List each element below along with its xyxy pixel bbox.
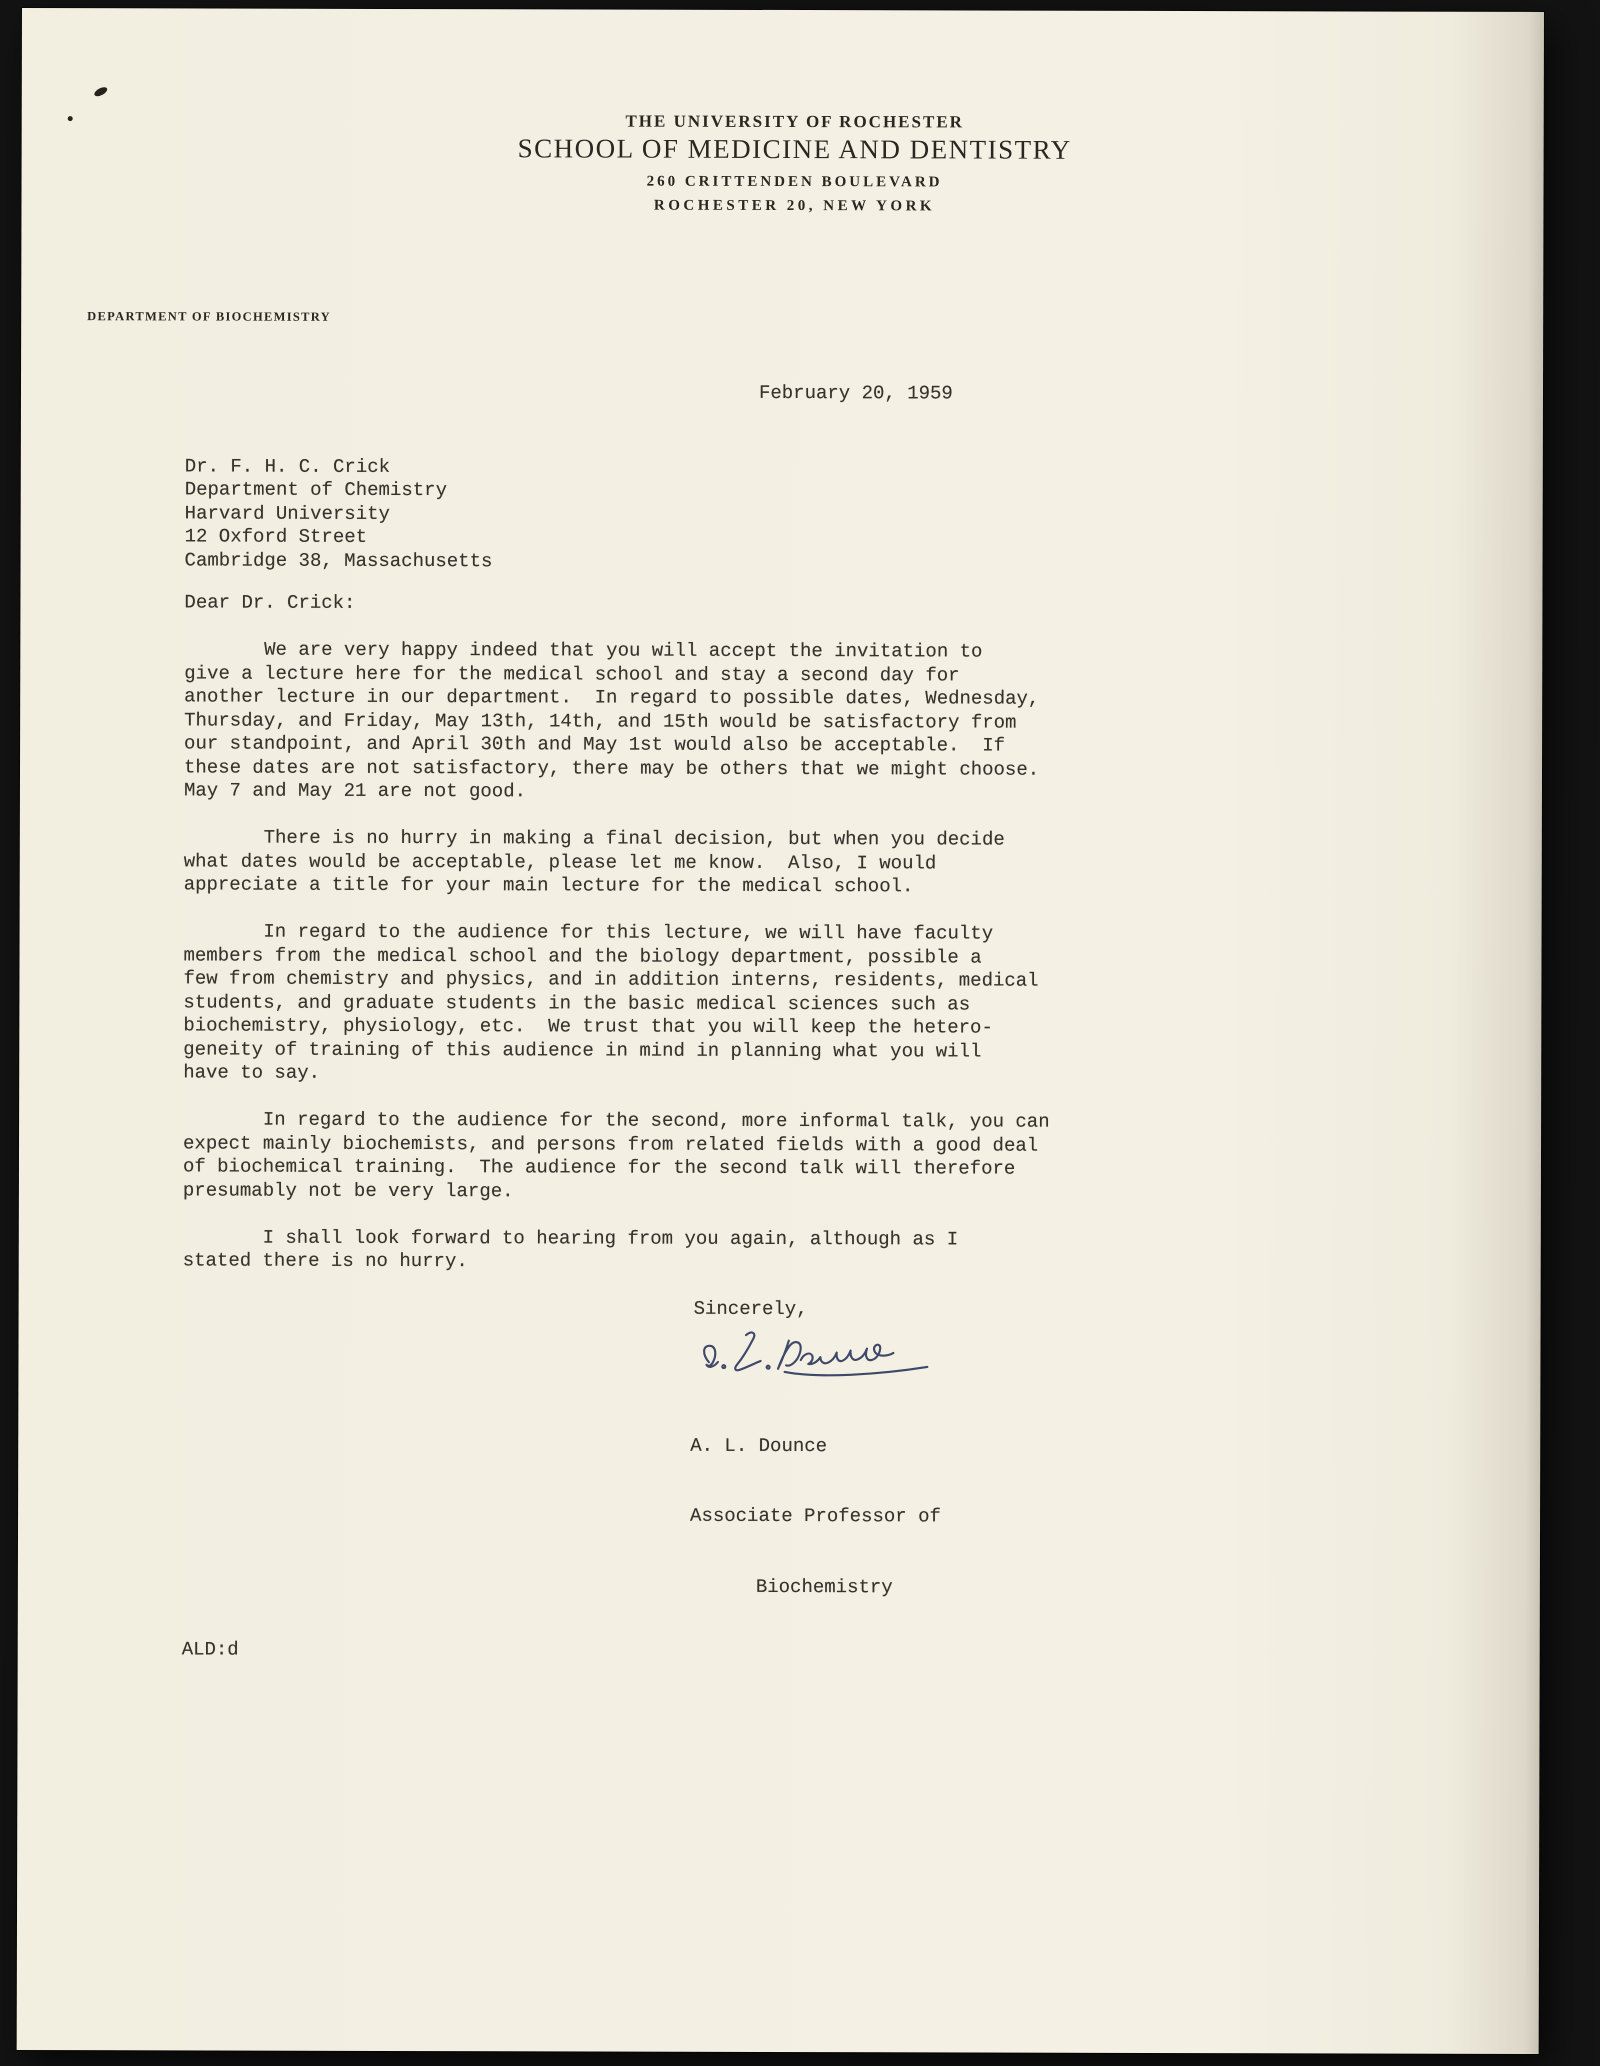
- body-paragraph-2: There is no hurry in making a final decision, but when you decide what dates would be acceptable, please let me know. Also, I would appreciate a title for your main lecture for the medical school.: [183, 826, 1005, 898]
- typist-reference: ALD:d: [181, 1638, 239, 1661]
- signature-ink-strokes: [660, 1318, 961, 1389]
- date-line: February 20, 1959: [758, 381, 953, 405]
- closing: Sincerely,: [693, 1297, 808, 1321]
- letterhead-university: THE UNIVERSITY OF ROCHESTER: [625, 111, 964, 132]
- recipient-address: Dr. F. H. C. Crick Department of Chemistry Harvard University 12 Oxford Street Cambridge 38, Massachusetts: [184, 454, 493, 572]
- body-paragraph-3: In regard to the audience for this lecture, we will have faculty members from the medical school and the biology department, possible a few from chemistry and physics, and in addition interns, residents, medical students, and graduate students in the basic medical sciences such as biochemistry, physiology, etc. We trust that you will keep the hetero- geneity of training of this audience in mind in planning what you will have to say.: [183, 920, 1039, 1084]
- letter-content: [18, 8, 1544, 1665]
- letterhead-city: ROCHESTER 20, NEW YORK: [653, 197, 936, 215]
- letterhead-school: SCHOOL OF MEDICINE AND DENTISTRY: [517, 133, 1072, 165]
- letterhead-street: 260 CRITTENDEN BOULEVARD: [646, 173, 943, 191]
- body-paragraph-1: We are very happy indeed that you will accept the invitation to give a lecture here for the medical school and stay a second day for another lecture in our department. In regard to possible dates, Wednesday, Thursday, and Friday, May 13th, 14th, and 15th would be satisfactory from our standpoint, and April 30th and May 1st would also be acceptable. If these dates are not satisfactory, there may be others that we might choose. May 7 and May 21 are not good.: [183, 638, 1040, 803]
- salutation: Dear Dr. Crick:: [184, 591, 356, 614]
- signer-name: A. L. Dounce: [690, 1434, 828, 1457]
- handwritten-signature: [660, 1321, 960, 1386]
- signature-block: [690, 1387, 1401, 1647]
- signer-title-line-2: Biochemistry: [755, 1575, 893, 1598]
- body-paragraph-4: In regard to the audience for the second, more informal talk, you can expect mainly biochemists, and persons from related fields with a good deal of biochemical training. The audience for the second talk will therefore presumably not be very large.: [182, 1108, 1050, 1202]
- letterhead: [185, 108, 1403, 217]
- signer-title-line-1: Associate Professor of: [690, 1504, 941, 1528]
- department-line: DEPARTMENT OF BIOCHEMISTRY: [87, 309, 332, 324]
- letter-page: [17, 8, 1544, 2054]
- body-paragraph-5: I shall look forward to hearing from you again, although as I stated there is no hurry.: [182, 1225, 959, 1273]
